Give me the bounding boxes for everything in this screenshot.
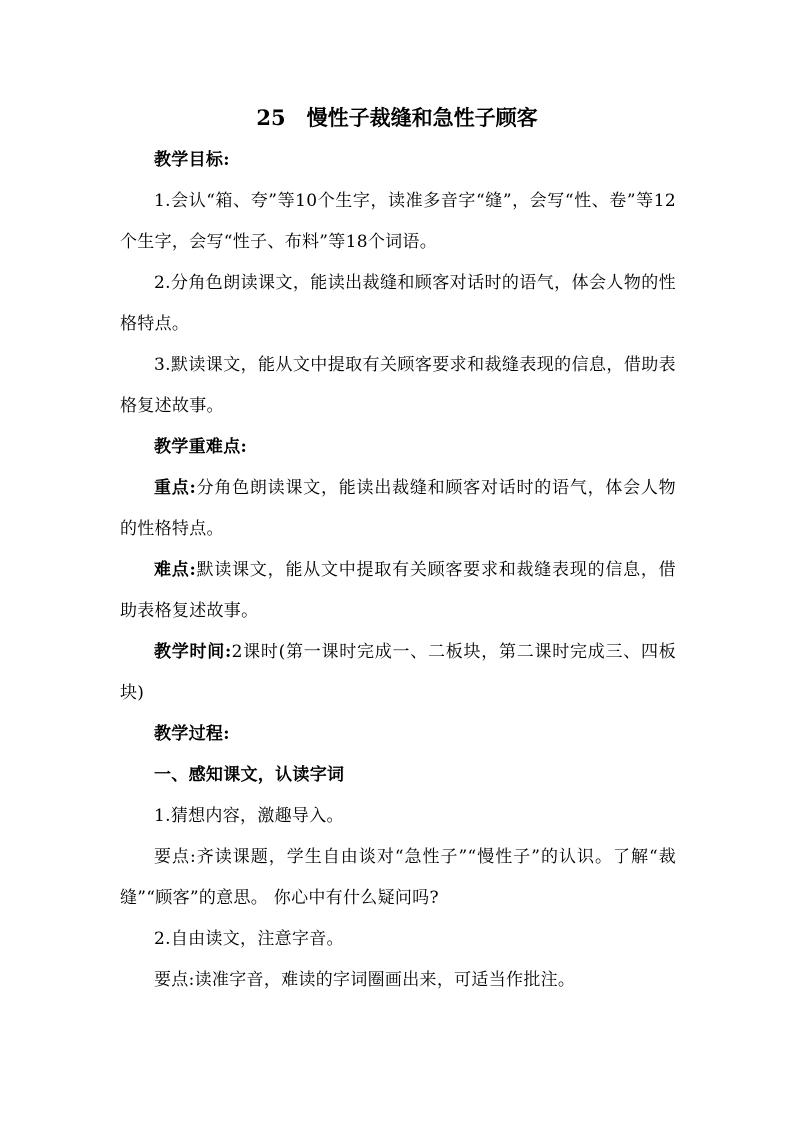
paragraph-teaching-time xyxy=(120,632,676,714)
paragraph-objective-3 xyxy=(120,345,676,427)
paragraph-step-1 xyxy=(120,796,676,837)
paragraph-objective-1 xyxy=(120,181,676,263)
paragraph-step-1-points xyxy=(120,837,676,919)
paragraph-key-points-heading xyxy=(120,427,676,468)
paragraph-objective-2 xyxy=(120,263,676,345)
paragraph-step-2-points xyxy=(120,960,676,1001)
paragraph-label: 教学目标: xyxy=(154,150,230,170)
paragraph-text: 2.分角色朗读课文，能读出裁缝和顾客对话时的语气，体会人物的性格特点。 xyxy=(120,273,676,334)
paragraph-text: 1.猜想内容，激趣导入。 xyxy=(154,806,344,826)
paragraph-text: 3.默读课文，能从文中提取有关顾客要求和裁缝表现的信息，借助表格复述故事。 xyxy=(120,355,676,416)
paragraph-label: 教学重难点: xyxy=(154,437,248,457)
paragraph-label: 难点: xyxy=(154,560,197,580)
document-body xyxy=(120,140,676,1001)
paragraph-difficult-point xyxy=(120,550,676,632)
paragraph-section-1-heading xyxy=(120,755,676,796)
paragraph-label: 教学过程: xyxy=(154,724,230,744)
paragraph-text: 分角色朗读课文，能读出裁缝和顾客对话时的语气，体会人物的性格特点。 xyxy=(120,478,676,539)
paragraph-label: 重点: xyxy=(154,478,197,498)
paragraph-text: 要点:读准字音，难读的字词圈画出来，可适当作批注。 xyxy=(154,970,576,990)
paragraph-text: 2课时(第一课时完成一、二板块，第二课时完成三、四板块) xyxy=(120,642,677,703)
paragraph-label: 教学时间: xyxy=(154,642,232,662)
paragraph-label: 一、感知课文，认读字词 xyxy=(154,765,345,785)
paragraph-text: 2.自由读文，注意字音。 xyxy=(154,929,344,949)
paragraph-step-2 xyxy=(120,919,676,960)
paragraph-text: 要点:齐读课题，学生自由谈对“急性子”“慢性子”的认识。了解“裁缝”“顾客”的意思。 你心中有什么疑问吗? xyxy=(120,847,676,908)
document-title: 25 慢性子裁缝和急性子顾客 xyxy=(256,105,538,130)
paragraph-objectives-heading xyxy=(120,140,676,181)
paragraph-text: 1.会认“箱、夸”等10个生字，读准多音字“缝”，会写“性、卷”等12个生字，会写“性子、布料”等18个词语。 xyxy=(120,191,676,252)
paragraph-key-point xyxy=(120,468,676,550)
paragraph-process-heading xyxy=(120,714,676,755)
paragraph-text: 默读课文，能从文中提取有关顾客要求和裁缝表现的信息，借助表格复述故事。 xyxy=(120,560,676,621)
